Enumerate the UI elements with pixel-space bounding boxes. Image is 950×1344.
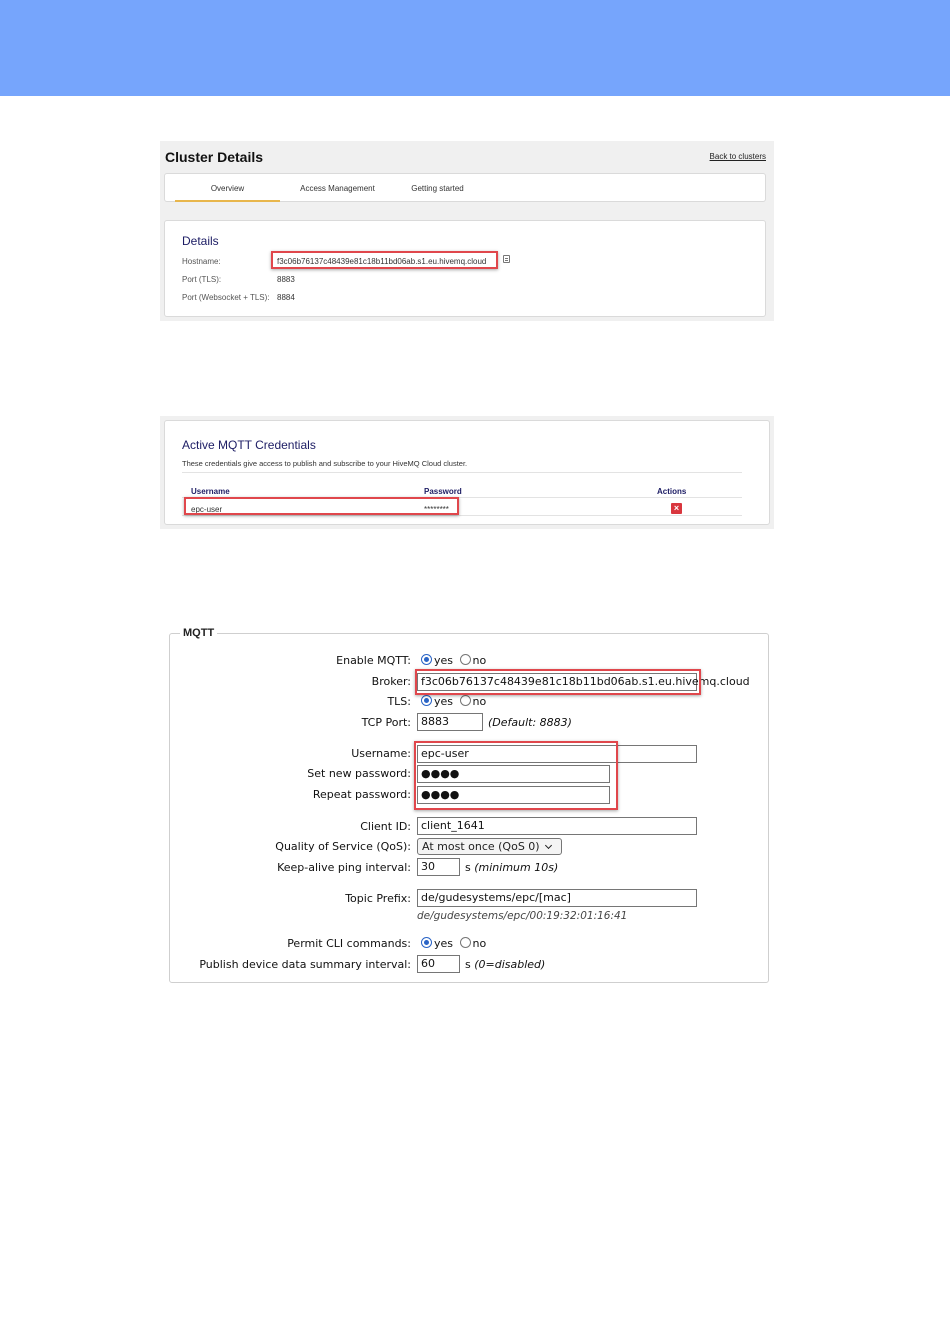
repeat-password-label: Repeat password: <box>312 788 411 801</box>
username-label: Username: <box>351 747 411 760</box>
tls-yes-radio[interactable] <box>421 695 432 706</box>
mqtt-legend: MQTT <box>180 627 217 639</box>
broker-label: Broker: <box>371 675 411 688</box>
details-card <box>164 220 766 317</box>
qos-label: Quality of Service (QoS): <box>275 840 411 853</box>
cluster-details-screenshot <box>160 141 774 321</box>
divider <box>182 497 742 498</box>
summary-interval-input[interactable]: 60 <box>417 955 460 973</box>
new-password-input[interactable]: ●●●● <box>417 765 610 783</box>
keepalive-hint: s (minimum 10s) <box>465 861 559 874</box>
tls-radio-group: yes no <box>421 695 489 708</box>
tab-overview[interactable]: Overview <box>175 174 280 202</box>
enable-mqtt-radio-group: yes no <box>421 654 489 667</box>
credential-password: ******** <box>424 505 449 514</box>
column-header-actions: Actions <box>657 487 687 496</box>
permit-cli-yes-radio[interactable] <box>421 937 432 948</box>
chevron-down-icon <box>545 842 552 849</box>
summary-interval-label: Publish device data summary interval: <box>199 958 411 971</box>
column-header-username: Username <box>191 487 230 496</box>
details-heading: Details <box>182 234 219 248</box>
topic-prefix-label: Topic Prefix: <box>345 892 411 905</box>
port-websocket-label: Port (Websocket + TLS): <box>182 293 270 302</box>
new-password-label: Set new password: <box>307 767 411 780</box>
delete-icon[interactable]: × <box>671 503 682 514</box>
port-websocket-value: 8884 <box>277 293 295 302</box>
credentials-heading: Active MQTT Credentials <box>182 438 316 452</box>
client-id-input[interactable]: client_1641 <box>417 817 697 835</box>
broker-input[interactable]: f3c06b76137c48439e81c18b11bd06ab.s1.eu.hivemq.cloud <box>417 673 697 691</box>
enable-mqtt-no-radio[interactable] <box>460 654 471 665</box>
enable-mqtt-yes-radio[interactable] <box>421 654 432 665</box>
port-tls-label: Port (TLS): <box>182 275 222 284</box>
mqtt-settings-fieldset <box>169 627 769 983</box>
keepalive-input[interactable]: 30 <box>417 858 460 876</box>
tab-access-management[interactable]: Access Management <box>300 184 375 193</box>
page-title: Cluster Details <box>165 149 264 165</box>
header-band <box>0 0 950 96</box>
tab-getting-started[interactable]: Getting started <box>411 184 464 193</box>
tcp-port-label: TCP Port: <box>361 716 411 729</box>
tcp-port-default-hint: (Default: 8883) <box>488 716 572 729</box>
port-tls-value: 8883 <box>277 275 295 284</box>
credentials-card <box>164 420 770 525</box>
summary-interval-hint: s (0=disabled) <box>465 958 546 971</box>
tls-no-radio[interactable] <box>460 695 471 706</box>
qos-select[interactable]: At most once (QoS 0) <box>417 838 562 855</box>
credentials-screenshot <box>160 416 774 529</box>
tcp-port-input[interactable]: 8883 <box>417 713 483 731</box>
credentials-subtitle: These credentials give access to publish and subscribe to your HiveMQ Cloud cluster. <box>182 459 468 468</box>
username-input[interactable]: epc-user <box>417 745 697 763</box>
permit-cli-label: Permit CLI commands: <box>287 937 411 950</box>
hostname-label: Hostname: <box>182 257 221 266</box>
permit-cli-radio-group: yes no <box>421 937 489 950</box>
credential-username: epc-user <box>191 505 223 514</box>
topic-prefix-input[interactable]: de/gudesystems/epc/[mac] <box>417 889 697 907</box>
back-to-clusters-link[interactable]: Back to clusters <box>709 152 766 161</box>
tab-bar <box>164 173 766 202</box>
keepalive-label: Keep-alive ping interval: <box>277 861 411 874</box>
repeat-password-input[interactable]: ●●●● <box>417 786 610 804</box>
permit-cli-no-radio[interactable] <box>460 937 471 948</box>
tls-label: TLS: <box>387 695 411 708</box>
column-header-password: Password <box>424 487 462 496</box>
divider <box>182 515 742 516</box>
hostname-value: f3c06b76137c48439e81c18b11bd06ab.s1.eu.hivemq.cloud <box>277 257 487 266</box>
enable-mqtt-label: Enable MQTT: <box>336 654 411 667</box>
divider <box>182 472 742 473</box>
client-id-label: Client ID: <box>360 820 411 833</box>
topic-prefix-preview: de/gudesystems/epc/00:19:32:01:16:41 <box>417 910 628 922</box>
copy-icon[interactable] <box>503 255 510 263</box>
